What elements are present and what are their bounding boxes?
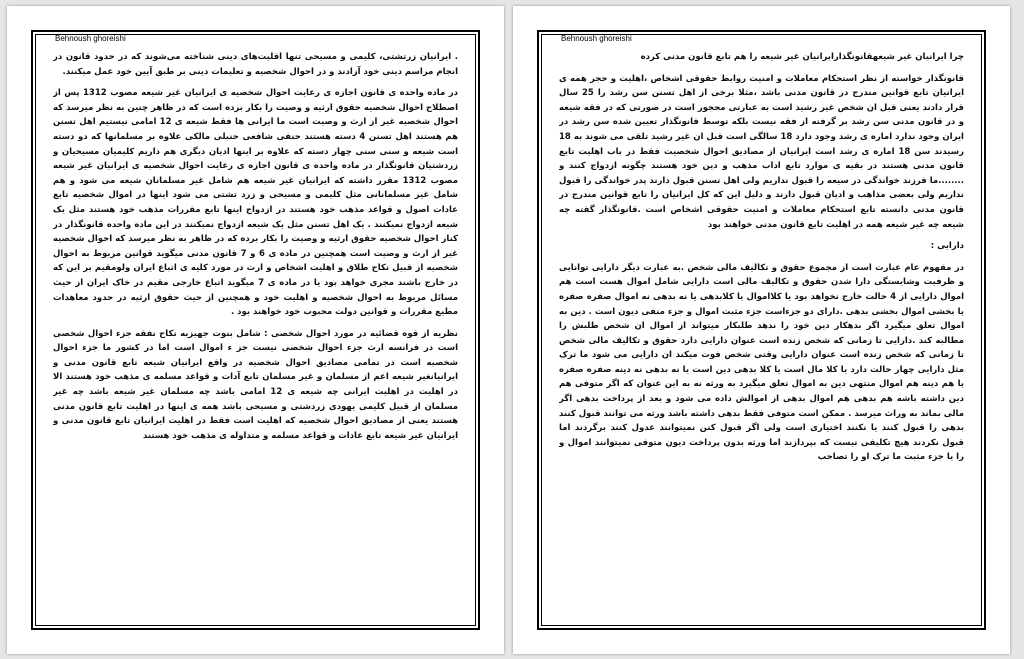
section-title: چرا ایرانیان غیر شیعهقانونگذارایرانیان غیر شیعه را هم تابع قانون مدنی کرده (640, 52, 964, 62)
page-header: Behnoush ghoreishi (561, 34, 632, 43)
paragraph: در مفهوم عام عبارت است از مجموع حقوق و تکالیف مالی شخص .به عبارت دیگر دارایی توانایی و ظرفیت وشایستگی دارا شدن حقوق و تکالیف مالی است دارایی شامل اموال هست است هم اموال دارایی از 4 حالت خارج نخواهد بود یا کلااموال یا کلابدهی یا نه بدهی نه اموال صفره صفره یا بخشی اموال بخشی بدهی .دارای دو جزءاست جزء مثبت اموال و جزء منفی دیون است . دین به اموال تعلق میگیرد اگر بدهکار دین خود را ندهد طلبکار میتواند از اموال ان شخص طلبش را مطالبه کند .دارایی تا زمانی که شخص زنده است عنوان دارایی دارد حقوق و تکالیف مالی شخص تا زمانی که شخص زنده است عنوان دارایی وقتی شخص فوت میکند ان دارایی می شود ما ترک مثل دارایی چهار حالت دارد یا کلا مال است یا کلا بدهی دین است یا نه بدهی نه دینه صفره صفره یا هم دینه هم اموال منتهی دین به اموال تعلق میگیرد به ورثه نه به این عنوان که اگر متوفی هم دین داشته باشه هم بدهی هم اموال بدهی از اموالش داده می شود و بعد از پرداخت بدهی اگر مالی بماند به وراث میرسد . ممکن است متوفی فقط بدهی داشته باشد ورثه می توانند قبول کنند بدهی را قبول کنند یا نکنند اختیاری است ولی اگر قبول کنن نمیتوانند عدول کنند برگردند اما قبول نکردند هیچ تکلیفی نیست که بپردازند اما ورثه بدون پرداخت دیون متوفی نمیتوانند اموال و را یا جزء مثبت ما ترک او را تصاحب (559, 262, 964, 463)
page-header: Behnoush ghoreishi (55, 34, 126, 43)
page-body (559, 50, 964, 614)
paragraph: نظریه از قوه قضائیه در مورد احوال شخصی : شامل بنوت جهیزیه نکاح نفقه جزء احوال شخصی است در فرانسه ارث جزء احوال شخصی نیست جز ء اموال است اما در کشور ما جزء احوال شخصیه است در تمامی مصادیق احوال شخصیه در واقع ایرانیان شیعه تابع قانون مدنی و ایرانیانغیر شیعه اعم از مسلمان و غیر مسلمان تابع آدات و قواعد مسلمه ی مذهب خود هستند الا در اهلیت در اهلیت ایرانی چه شیعه ی 12 امامی باشد چه مسلمان غیر شیعه باشد چه غیر مسلمان از قبیل کلیمی یهودی زردشتی و مسیحی باشد همه ی اینها در اهلیت تابع قانون مدنی هستند یعنی از مصادیق احوال شخصیه که اهلیت است فقط در اهلیت ایرانیان تابع قانون مدنی و ایرانیان غیر شیعه تابع عادات و قواعد مسلمه و متداوله ی مذهب خود هستند (53, 328, 458, 441)
document-page-left (7, 6, 504, 654)
page-body (53, 50, 458, 614)
section-heading: دارایی : (930, 241, 964, 252)
paragraph: در ماده واحده ی قانون اجازه ی رعایت احوال شخصیه ی ایرانیان غیر شیعه مصوب 1312 پس از اصطلاح احوال شخصیه حقوق ارثیه و وصیت را بکار برده است که در ظاهر چنین به نظر میرسد که احوال شخصیه غیر از ارث و وصیت است ما ایرانی ها فقط شیعه ی 12 امامی نیستیم اهل تسنن هم هستند اهل تسنن 4 دسته هستند حنفی شافعی حنبلی مالکی علاوه بر مسلمانها که دو دسته است شیعه و سنی سنی چهار دسته که علاوه بر اینها ادیان دیگری هم داریم کلیمیان مسیحیان و زردشتیان قانونگذار در ماده واحده ی قانون اجازه ی رعایت احوال شخصیه ی ایرانیان غیر شیعه مصوب 1312 مقرر داشته که ایرانیان غیر شیعه هم شامل غیر مسلمانان شیعه می شود و هم شامل غیر مسلمانانی مثل کلیمی و مسیحی و زرد تشتی می شود اینها در اموال شخصیه تابع عادات اصول و قواعد مذهب خود هستند در ازدواج اینها تابع مقررات مذهب خود هستند مثل یک شیعه ازدواج نمیکنند . یک اهل تسنن مثل یک شیعه ازدواج نمیکنند در این ماده واحده قانونگذار در کنار احوال شخصیه حقوق ارثیه و وصیت را بکار برده که در ظاهر به نظر میرسد که احوال شخصیه غیر از ارث و وصیت است همچنین در ماده ی 6 و 7 قانون مدنی میگوید قوانین مربوط به احوال شخصیه از قبیل نکاح طلاق و اهلیت اشخاص و ارث در مورد کلیه ی اتباع ایران ولومقیم بر این که در خارج باشند مجری خواهد بود یا در ماده ی 7 میگوید اتباع خارجی مقیم در خاک ایران از حیث مسائل مربوط به احوال شخصیه و اهلیت خود و همچنین از حیث حقوق ارثیه در حدود معاهدات مطیع مقررات و قوانین دولت محبوب خود خواهند بود . (53, 88, 458, 318)
document-page-right (513, 6, 1010, 654)
paragraph: . ایرانیان زرتشتی، کلیمی و مسیحی تنها اقلیت‌های دینی شناخته می‌شوند که در حدود قانون در انجام مراسم دینی خود آزادند و در احوال شخصیه و تعلیمات دینی بر طبق آیین خود عمل میکنند. (53, 52, 458, 77)
paragraph: قانونگذار خواسته از نظر استحکام معاملات و امنیت روابط حقوقی اشخاص ،اهلیت و حجر همه ی ایرانیان تابع قوانین مندرج در قانون مدنی باشد ،مثلا برخی از اهل تسنن سن رشد را 25 سال قرار دادند یعنی قبل ان شخص غیر رشید است به عبارتی محجور است در صورتی که در فقه شیعه و در قانون مدنی سن رشد بر گرفته از فقه نیست بلکه توسط قانونگذار تعیین شده سن رشد در ایران وجود ندارد اماره ی رشد وجود دارد 18 سالگی است قبل ان غیر رشید تلقی می شوند به 18 رسیدند سن 18 اماره ی رشد است ایرانیان از مصادیق احوال شخصیت فقط در باب اهلیت تابع قانون مدنی هستند در بقیه ی موارد تابع اداب مذهب و دین خود هستند چگونه ازدواج کنند و ........ما فرزند خواندگی در سیعه را قبول نداریم ولی اهل تسنن قبول دارند پدر خواندگی را قبول نداریم ولی بعضی مذاهب و ادیان قبول دارند و دلیل این که کل ایرانیان را تابع قوانین مندرج در قانون مدنی دانسته تابع استحکام معاملات و امنیت حقوقی اشخاص است .قانونگذار گفته چه شیعه چه غیر شیعه همه در اهلیت تابع قانون مدنی خواهند بود (559, 73, 964, 230)
